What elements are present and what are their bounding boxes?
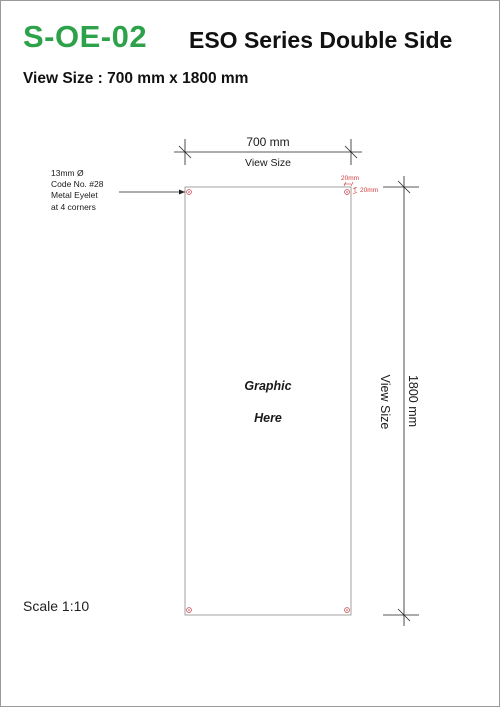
eyelet-offset-detail: [344, 182, 357, 194]
graphic-placeholder-line2: Here: [254, 411, 282, 425]
eyelet-bottom-left: [187, 608, 192, 613]
eyelet-top-left: [187, 190, 192, 195]
banner-outline: [185, 187, 351, 615]
height-dimension-label: 1800 mm: [406, 374, 420, 428]
view-size-label: View Size : 700 mm x 1800 mm: [23, 70, 249, 87]
eyelet-leader-arrow: [119, 190, 185, 195]
offset-y-label: 20mm: [360, 187, 379, 194]
graphic-placeholder-line1: Graphic: [244, 379, 292, 393]
product-code: S-OE-02: [23, 19, 148, 54]
eyelet-note: 13mm Ø Code No. #28 Metal Eyelet at 4 corners: [51, 168, 104, 212]
eyelet-bottom-right: [345, 608, 350, 613]
eyelet-top-right: [345, 190, 350, 195]
series-title: ESO Series Double Side: [189, 27, 453, 53]
height-caption: View Size: [378, 374, 392, 430]
scale-label: Scale 1:10: [23, 598, 90, 614]
width-dimension-label: 700 mm: [246, 135, 290, 149]
width-caption: View Size: [245, 157, 291, 169]
offset-x-label: 20mm: [341, 175, 360, 182]
